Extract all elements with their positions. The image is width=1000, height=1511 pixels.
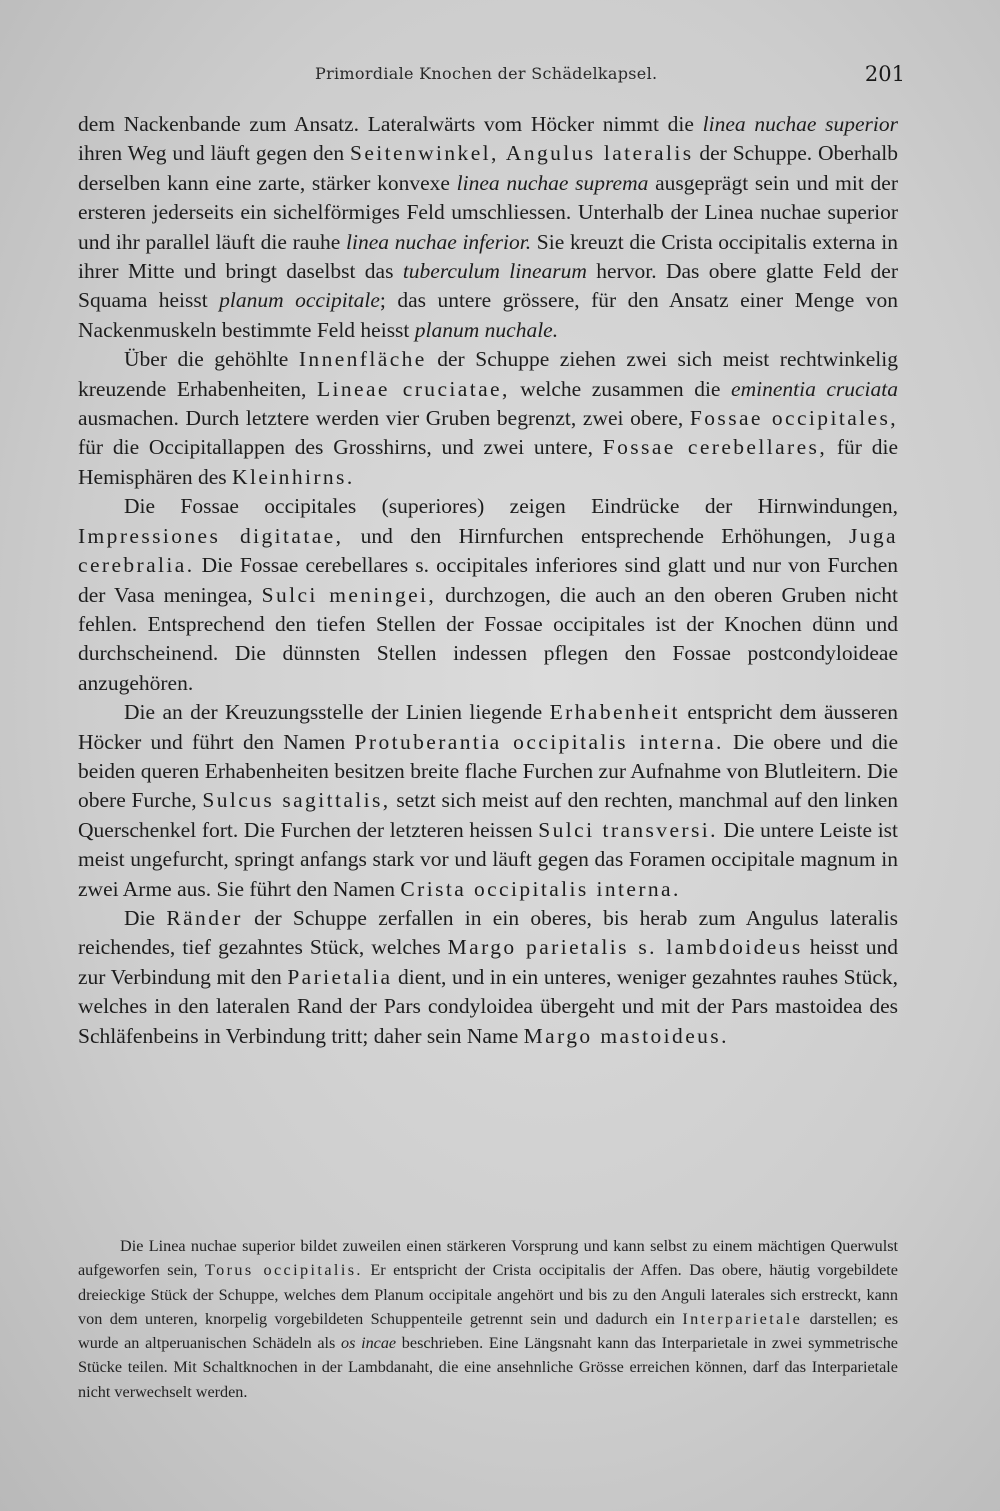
main-text (78, 110, 898, 1051)
spaced-term: Torus occipitalis. (204, 1261, 363, 1280)
text-span: ausgeprägt sein und mit der ersteren jederseits ein sichelförmiges Feld umschliessen. Unterhalb der Linea nuchae superior und ihr parallel läuft die rauhe (78, 170, 898, 254)
spaced-term: Crista occipitalis interna. (400, 876, 681, 901)
paragraph-nuchal-lines (78, 110, 898, 345)
text-span: Die untere Leiste ist meist ungefurcht, springt anfangs stark vor und läuft gegen das Foramen occipitale magnum in zwei Arme aus. Sie führt den Namen (78, 817, 899, 901)
running-title: Primordiale Knochen der Schädelkapsel. (315, 64, 658, 83)
text-span: Über die gehöhlte (124, 347, 299, 372)
italic-term: linea nuchae suprema (456, 170, 649, 195)
spaced-term: Sulcus sagittalis, (202, 788, 391, 813)
text-span: entspricht dem äusseren Höcker und führt den Namen (78, 700, 898, 754)
paragraph-inner-surface (78, 345, 898, 492)
italic-term: tuberculum linearum (402, 259, 587, 284)
spaced-term: Fossae occipitales, (689, 406, 898, 431)
text-span: ihren Weg und läuft gegen den (78, 141, 350, 166)
text-span: darstellen; es wurde an altperuanischen Schädeln als (78, 1309, 898, 1353)
italic-term: linea nuchae inferior. (346, 229, 532, 254)
text-span: Die (124, 905, 167, 930)
text-span: für die Occipitallappen des Grosshirns, und zwei untere, (78, 435, 603, 460)
text-span: der Schuppe zerfallen in ein oberes, bis herab zum Angulus lateralis reichendes, tief gezahntes Stück, welches (78, 905, 898, 960)
spaced-term: Kleinhirns. (232, 464, 355, 489)
text-span: für die Hemisphären des (78, 435, 898, 489)
text-span: dem Nackenbande zum Ansatz. Lateralwärts vom Höcker nimmt die (78, 112, 703, 136)
text-span: heisst und zur Verbindung mit den (78, 935, 898, 989)
spaced-term: Protuberantia occipitalis interna. (354, 729, 724, 754)
spaced-term: Sulci meningei, (261, 582, 437, 607)
text-span: Die an der Kreuzungsstelle der Linien liegende (124, 700, 550, 725)
text-span: Sie kreuzt die Crista occipitalis externa in ihrer Mitte und bringt daselbst das (78, 229, 898, 284)
text-span: ausmachen. Durch letztere werden vier Gruben begrenzt, zwei obere, (78, 406, 690, 431)
spaced-term: Innenfläche (298, 347, 427, 372)
page-number: 201 (864, 62, 905, 86)
italic-term: planum nuchale. (414, 317, 559, 342)
spaced-term: Impressiones digitatae, (78, 523, 344, 548)
spaced-term: Erhabenheit (549, 700, 680, 725)
text-span: welche zusammen die (509, 376, 732, 401)
italic-term: planum occipitale (219, 288, 380, 313)
text-span: und den Hirnfurchen entsprechende Erhöhungen, (343, 523, 849, 548)
small-print-note (78, 1234, 898, 1404)
text-span: Die Linea nuchae superior bildet zuweilen einen stärkeren Vorsprung und kann selbst zu einem mächtigen Querwulst aufgeworfen sein, (78, 1237, 898, 1280)
spaced-term: Lineae cruciatae, (316, 376, 510, 401)
text-span: beschrieben. Eine Längsnaht kann das Interparietale in zwei symmetrische Stücke teilen. Mit Schaltknochen in der Lambdanaht, die eine ansehnliche Grösse erreichen können, darf das Interparietale nicht verwechselt werden. (78, 1334, 898, 1401)
spaced-term: Fossae cerebellares, (602, 435, 828, 460)
italic-term: linea nuchae superior (702, 112, 898, 136)
spaced-term: Parietalia (287, 964, 393, 989)
text-span: hervor. Das obere glatte Feld der Squama heisst (78, 259, 898, 313)
text-span: der Schuppe. Oberhalb derselben kann eine zarte, stärker konvexe (78, 141, 899, 195)
spaced-term: Seitenwinkel, Angulus lateralis (349, 141, 694, 166)
spaced-term: Juga cerebralia. (78, 523, 898, 578)
text-span: durchzogen, die auch an den oberen Gruben nicht fehlen. Entsprechend den tiefen Stellen der Fossae occipitales ist der Knochen dünn und durchscheinend. Die dünnsten Stellen indessen pflegen den Fossae postcondyloideae anzugehören. (78, 582, 898, 695)
spaced-term: Interparietale (682, 1309, 803, 1328)
spaced-term: Sulci transversi. (538, 817, 718, 842)
text-span: der Schuppe ziehen zwei sich meist rechtwinkelig kreuzende Erhabenheiten, (78, 347, 899, 401)
text-span: ; das untere grössere, für den Ansatz einer Menge von Nackenmuskeln bestimmte Feld heisst (78, 288, 898, 342)
note-paragraph (78, 1234, 898, 1404)
spaced-term: Ränder (166, 905, 243, 930)
text-span: Die Fossae occipitales (superiores) zeigen Eindrücke der Hirnwindungen, (124, 494, 898, 519)
italic-term: os incae (341, 1334, 397, 1353)
paragraph-protuberance (78, 698, 898, 904)
text-span: Die obere und die beiden queren Erhabenheiten besitzen breite flache Furchen zur Aufnahme von Blutleitern. Die obere Furche, (78, 729, 898, 813)
text-span: setzt sich meist auf den rechten, manchmal auf den linken Querschenkel fort. Die Furchen der letzteren heissen (78, 788, 898, 842)
spaced-term: Margo mastoideus. (523, 1023, 729, 1048)
paragraph-fossae (78, 492, 898, 698)
spaced-term: Margo parietalis s. lambdoideus (447, 935, 803, 960)
page-header (0, 62, 1000, 92)
text-span: Die Fossae cerebellares s. occipitales inferiores sind glatt und nur von Furchen der Vasa meningea, (78, 553, 898, 607)
text-span: Er entspricht der Crista occipitalis der Affen. Das obere, häutig vorgebildete dreieckige Stück der Schuppe, welches dem Planum occipitale angehört und bis zu den Anguli laterales sich erstreckt, kann von dem unteren, knorpelig vorgebildeten Schuppenteile getrennt sein und dadurch ein (78, 1261, 898, 1328)
paragraph-margins (78, 904, 898, 1051)
italic-term: eminentia cruciata (731, 376, 899, 401)
text-span: dient, und in ein unteres, weniger gezahntes rauhes Stück, welches in den lateralen Rand der Pars condyloidea übergeht und mit der Pars mastoidea des Schläfenbeins in Verbindung tritt; daher sein Name (78, 964, 898, 1048)
